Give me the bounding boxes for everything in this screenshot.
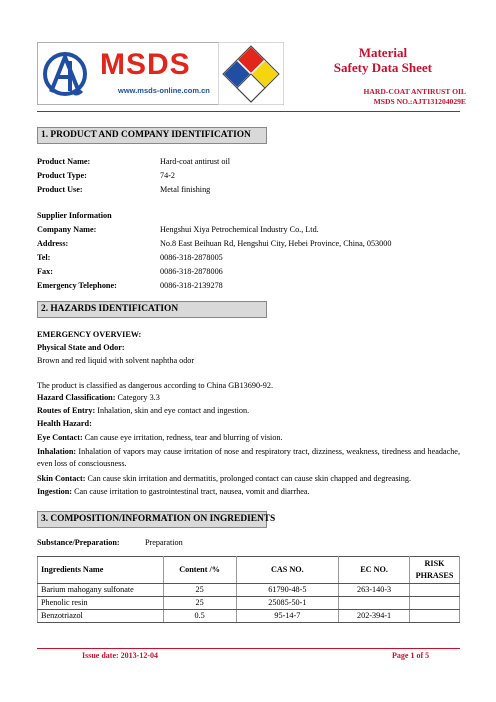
- nfpa-diamond-icon: [218, 42, 284, 105]
- company-name-label: Company Name:: [37, 225, 97, 234]
- table-row: [38, 610, 460, 623]
- tel-value: 0086-318-2878005: [160, 253, 223, 262]
- product-title: HARD-COAT ANTIRUST OIL: [363, 87, 466, 96]
- msds-number: MSDS NO.:AJT131204029E: [373, 97, 466, 106]
- fax-value: 0086-318-2878006: [160, 267, 223, 276]
- physical-state-label: Physical State and Odor:: [37, 343, 125, 352]
- cell-risk: [410, 610, 460, 623]
- address-value: No.8 East Beihuan Rd, Hengshui City, Hebei Province, China, 053000: [160, 239, 392, 248]
- health-hazard-label: Health Hazard:: [37, 419, 92, 428]
- section-2-heading: 2. HAZARDS IDENTIFICATION: [37, 301, 267, 318]
- cell-ec: 263-140-3: [339, 584, 410, 597]
- product-name-value: Hard-coat antirust oil: [160, 157, 231, 166]
- cell-cas: 95-14-7: [236, 610, 339, 623]
- eye-contact-label: Eye Contact:: [37, 433, 83, 442]
- table-row: [38, 584, 460, 597]
- cell-content: 25: [163, 584, 236, 597]
- cell-ec: [339, 597, 410, 610]
- product-name-label: Product Name:: [37, 157, 91, 166]
- eye-contact: [37, 432, 460, 444]
- section-1-heading: 1. PRODUCT AND COMPANY IDENTIFICATION: [37, 127, 267, 144]
- cell-ingredient: Benzotriazol: [38, 610, 164, 623]
- cell-content: 25: [163, 597, 236, 610]
- cell-ingredient: Phenolic resin: [38, 597, 164, 610]
- footer-divider: [37, 648, 460, 649]
- col-header-ingredient: Ingredients Name: [38, 557, 164, 584]
- product-type-value: 74-2: [160, 171, 176, 180]
- product-use-value: Metal finishing: [160, 185, 211, 194]
- inhalation: [37, 446, 460, 470]
- hazard-classification: [37, 392, 460, 404]
- skin-contact-label: Skin Contact:: [37, 474, 86, 483]
- section-3-heading: 3. COMPOSITION/INFORMATION ON INGREDIENTS: [37, 511, 267, 528]
- cell-ingredient: Barium mahogany sulfonate: [38, 584, 164, 597]
- physical-state-value: Brown and red liquid with solvent naphtha odor: [37, 356, 195, 365]
- hazard-classification-value: Category 3.3: [117, 393, 160, 402]
- fax-label: Fax:: [37, 267, 53, 276]
- cell-content: 0.5: [163, 610, 236, 623]
- supplier-info-label: Supplier Information: [37, 211, 112, 220]
- ingredients-table: [37, 556, 460, 623]
- hazard-classification-label: Hazard Classification:: [37, 393, 116, 402]
- routes-of-entry-label: Routes of Entry:: [37, 406, 96, 415]
- product-type-label: Product Type:: [37, 171, 87, 180]
- aj-logo-icon: [42, 47, 88, 101]
- substance-value: Preparation: [145, 538, 183, 547]
- classification-statement: The product is classified as dangerous according to China GB13690-92.: [37, 381, 274, 390]
- emergency-phone-value: 0086-318-2139278: [160, 281, 223, 290]
- document-title: [334, 45, 432, 75]
- cell-risk: [410, 597, 460, 610]
- inhalation-value: Inhalation of vapors may cause irritation of nose and respiratory tract, dizziness, weakness, tiredness and headache, even loss of consciousness.: [37, 447, 460, 468]
- cell-risk: [410, 584, 460, 597]
- company-name-value: Hengshui Xiya Petrochemical Industry Co., Ltd.: [160, 225, 319, 234]
- cell-cas: 25085-50-1: [236, 597, 339, 610]
- table-row: [38, 597, 460, 610]
- tel-label: Tel:: [37, 253, 51, 262]
- skin-contact: [37, 473, 460, 485]
- emergency-overview: EMERGENCY OVERVIEW:: [37, 330, 142, 339]
- eye-contact-value: Can cause eye irritation, redness, tear and blurring of vision.: [84, 433, 283, 442]
- ingestion-label: Ingestion:: [37, 487, 73, 496]
- routes-of-entry-value: Inhalation, skin and eye contact and ingestion.: [97, 406, 250, 415]
- msds-logo: [37, 42, 219, 105]
- ingestion-value: Can cause irritation to gastrointestinal tract, nausea, vomit and diarrhea.: [74, 487, 310, 496]
- col-header-content: Content /%: [163, 557, 236, 584]
- ingestion: [37, 486, 460, 498]
- cell-ec: 202-394-1: [339, 610, 410, 623]
- substance-label: Substance/Preparation:: [37, 538, 120, 547]
- msds-logo-text: MSDS: [100, 48, 191, 81]
- product-use-label: Product Use:: [37, 185, 83, 194]
- col-header-ec: EC NO.: [339, 557, 410, 584]
- issue-date: Issue date: 2013-12-04: [82, 651, 158, 660]
- title-line-2: Safety Data Sheet: [333, 60, 432, 75]
- skin-contact-value: Can cause skin irritation and dermatitis, prolonged contact can cause skin chapped and degreasing.: [87, 474, 412, 483]
- page-number: Page 1 of 5: [392, 651, 430, 660]
- cell-cas: 61790-48-5: [236, 584, 339, 597]
- title-line-1: Material: [358, 45, 408, 60]
- header-divider: [37, 111, 460, 112]
- table-header-row: [38, 557, 460, 584]
- address-label: Address:: [37, 239, 69, 248]
- document-subtitle: [363, 87, 466, 107]
- msds-logo-url: www.msds-online.com.cn: [118, 86, 210, 95]
- emergency-phone-label: Emergency Telephone:: [37, 281, 117, 290]
- routes-of-entry: [37, 405, 460, 417]
- inhalation-label: Inhalation:: [37, 447, 77, 456]
- col-header-risk: RISK PHRASES: [410, 557, 460, 584]
- col-header-cas: CAS NO.: [236, 557, 339, 584]
